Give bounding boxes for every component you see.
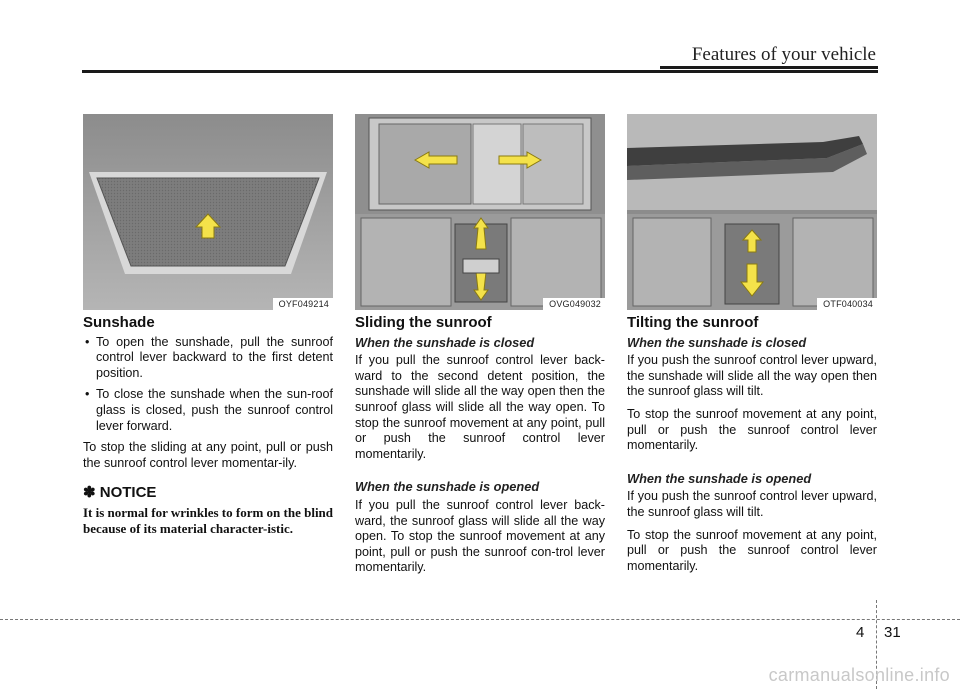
sliding-sunroof-figure — [355, 114, 605, 310]
list-item: • To open the sunshade, pull the sunroof control lever backward to the first detent position. — [85, 334, 333, 380]
sliding-sunroof-section — [355, 315, 605, 583]
paragraph: If you push the sunroof control lever upward, the sunroof glass will tilt. — [627, 489, 877, 519]
subheading: When the sunshade is opened — [355, 479, 540, 495]
page-number: 31 — [884, 624, 901, 641]
section-heading: Sliding the sunroof — [355, 314, 492, 331]
section-heading: Tilting the sunroof — [627, 314, 759, 331]
sunshade-section — [83, 315, 333, 537]
header-rule-accent — [660, 66, 878, 69]
notice-heading: ✽ NOTICE — [83, 484, 157, 502]
footer-rule — [0, 619, 960, 620]
sunshade-figure — [83, 114, 333, 310]
paragraph: To stop the sliding at any point, pull or push the sunroof control lever momentar-ily. — [83, 440, 333, 470]
subheading: When the sunshade is closed — [627, 334, 807, 350]
notice-text: It is normal for wrinkles to form on the blind because of its material character-istic. — [83, 504, 334, 536]
subheading: When the sunshade is opened — [627, 470, 812, 486]
figure-code: OTF040034 — [817, 298, 877, 310]
list-item: • To close the sunshade when the sun-roof glass is closed, push the sunroof control lever forward. — [85, 387, 333, 433]
sliding-illustration — [355, 114, 605, 310]
section-heading: Sunshade — [83, 314, 155, 331]
sunshade-illustration — [83, 114, 333, 310]
watermark: carmanualsonline.info — [768, 665, 950, 685]
paragraph: To stop the sunroof movement at any point, pull or push the sunroof control lever momentarily. — [627, 527, 877, 573]
paragraph: If you pull the sunroof control lever back-ward, the sunroof glass will slide all the way open. To stop the sunroof movement at any point, pull or push the sunroof con-trol lever momentarily. — [355, 497, 605, 575]
subheading: When the sunshade is closed — [355, 334, 535, 350]
bullet-list — [83, 335, 333, 435]
paragraph: If you pull the sunroof control lever back-ward to the second detent position, the sunshade will slide all the way open then the sunroof glass will slide all the way open. To stop the sunroof movement at any point, pull or push the sunroof control lever momentarily. — [355, 353, 605, 461]
chapter-number: 4 — [856, 624, 865, 641]
paragraph: If you push the sunroof control lever upward, the sunshade will slide all the way open then the sunroof glass will tilt. — [627, 353, 877, 399]
tilting-illustration — [627, 114, 877, 310]
figure-code: OYF049214 — [273, 298, 333, 310]
tilting-sunroof-figure — [627, 114, 877, 310]
tilting-sunroof-section — [627, 315, 877, 581]
paragraph: To stop the sunroof movement at any point, pull or push the sunroof control lever momentarily. — [627, 406, 877, 453]
figure-code: OVG049032 — [543, 298, 605, 310]
page-header-title: Features of your vehicle — [691, 44, 876, 65]
header-rule — [82, 70, 878, 73]
